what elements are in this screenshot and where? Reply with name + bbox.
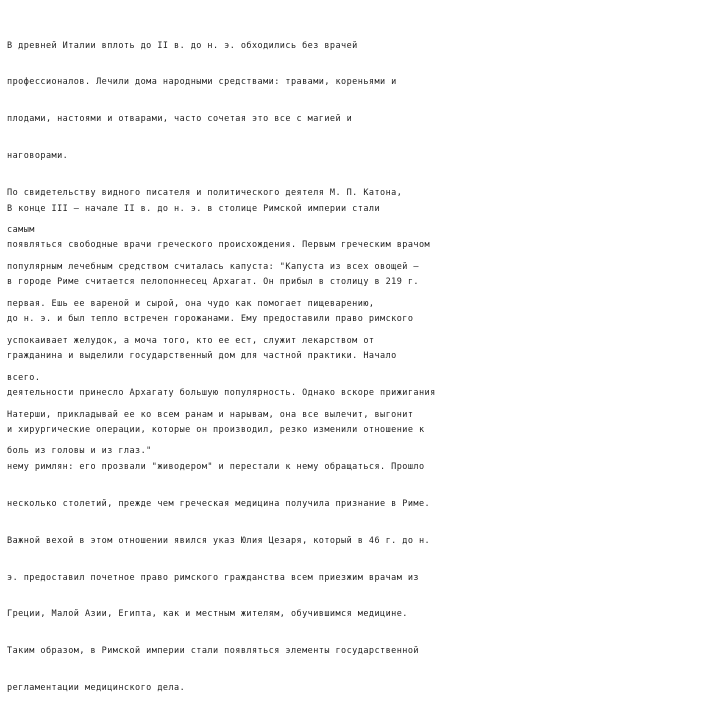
text-line: профессионалов. Лечили дома народными средствами: травами, кореньями и — [7, 77, 397, 88]
text-line: и хирургические операции, которые он производил, резко изменили отношение к — [7, 424, 425, 435]
text-line: э. предоставил почетное право римского гражданства всем приезжим врачам из — [7, 572, 419, 583]
text-line: гражданина и выделили государственный дом для частной практики. Начало — [7, 351, 397, 362]
text-line: успокаивает желудок, а моча того, кто ее ест, служит лекарством от — [7, 335, 375, 346]
text-line: всего. — [7, 372, 41, 383]
text-line: В конце III – начале II в. до н. э. в столице Римской империи стали — [7, 203, 381, 214]
paragraph-greek-physicians — [7, 178, 436, 719]
text-line: несколько столетий, прежде чем греческая медицина получила признание в Риме. — [7, 498, 431, 509]
text-line: Натерши, прикладывай ее ко всем ранам и нарывам, она все вылечит, выгонит — [7, 409, 414, 420]
text-line: регламентации медицинского дела. — [7, 683, 186, 694]
text-line: появляться свободные врачи греческого происхождения. Первым греческим врачом — [7, 240, 431, 251]
text-line: плодами, настоями и отварами, часто сочетая это все с магией и — [7, 114, 353, 125]
text-line: первая. Ешь ее вареной и сырой, она чудо как помогает пищеварению, — [7, 298, 375, 309]
text-line: боль из головы и из глаз." — [7, 446, 152, 457]
text-line: По свидетельству видного писателя и политического деятеля М. П. Катона, — [7, 188, 403, 199]
text-line: до н. э. и был тепло встречен горожанами. Ему предоставили право римского — [7, 314, 414, 325]
text-line: наговорами. — [7, 151, 69, 162]
text-line: нему римлян: его прозвали "живодером" и перестали к нему обращаться. Прошло — [7, 461, 425, 472]
text-line: В древней Италии вплоть до II в. до н. э. обходились без врачей — [7, 40, 358, 51]
text-line: Таким образом, в Римской империи стали появляться элементы государственной — [7, 646, 419, 657]
text-line: Важной вехой в этом отношении явился указ Юлия Цезаря, который в 46 г. до н. — [7, 535, 431, 546]
text-line: популярным лечебным средством считалась капуста: "Капуста из всех овощей – — [7, 261, 419, 272]
text-line: в городе Риме считается пелопоннесец Архагат. Он прибыл в столицу в 219 г. — [7, 277, 419, 288]
text-line: Греции, Малой Азии, Египта, как и местным жителям, обучившимся медицине. — [7, 609, 408, 620]
text-line: деятельности принесло Архагату большую популярность. Однако вскоре прижигания — [7, 388, 436, 399]
text-line: самым — [7, 225, 35, 236]
